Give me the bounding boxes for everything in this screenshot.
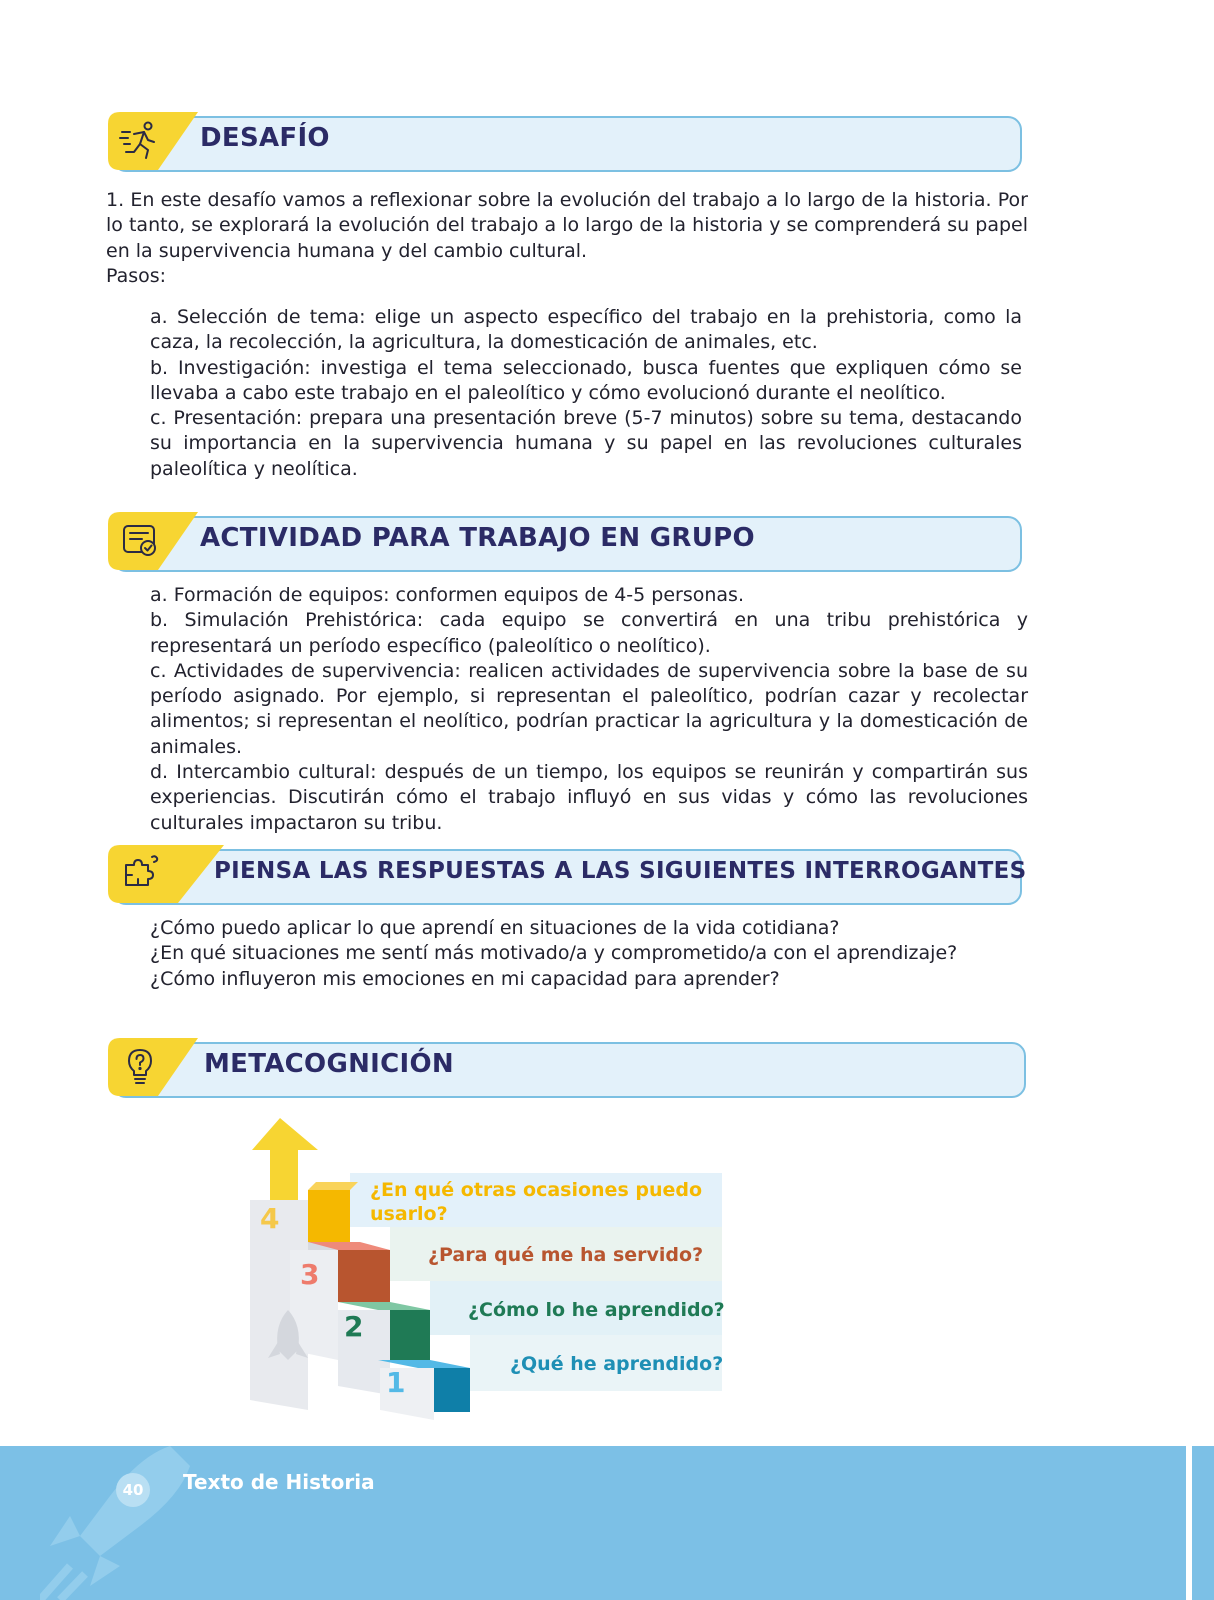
- pasos-label: Pasos:: [106, 264, 167, 287]
- desafio-intro-text: 1. En este desafío vamos a reflexionar sobre la evolución del trabajo a lo largo de la historia. Por lo tanto, se explorará la evolución del trabajo a lo largo de la historia y se comprenderá su papel en la supervivencia humana y del cambio cultural.: [106, 189, 1028, 262]
- grupo-item-b: b. Simulación Prehistórica: cada equipo se convertirá en una tribu prehistórica y representará un período específico (paleolítico o neolítico).: [150, 609, 1028, 657]
- grupo-item-c: c. Actividades de supervivencia: realicen actividades de supervivencia sobre la base de su período asignado. Por ejemplo, si representan el paleolítico, podrían cazar y recolectar alimentos; si representan el neolítico, podrían practicar la agricultura y la domesticación de animales.: [150, 659, 1028, 758]
- step-4-question-line1: ¿En qué otras ocasiones puedo: [370, 1179, 703, 1201]
- desafio-step-a: a. Selección de tema: elige un aspecto específico del trabajo en la prehistoria, como la caza, la recolección, la agricultura, la domesticación de animales, etc.: [150, 306, 1022, 354]
- piensa-question-1: ¿Cómo puedo aplicar lo que aprendí en situaciones de la vida cotidiana?: [150, 917, 840, 939]
- puzzle-icon: [118, 851, 162, 895]
- piensa-questions: [150, 916, 1028, 992]
- desafio-banner: [106, 110, 1022, 172]
- book-title: Texto de Historia: [183, 1470, 375, 1494]
- step-3-number: 3: [300, 1258, 320, 1291]
- metacognition-stairs: [240, 1110, 730, 1430]
- lightbulb-icon: [118, 1044, 162, 1088]
- desafio-steps: [150, 305, 1022, 482]
- page-footer: [0, 1446, 1214, 1600]
- step-4-number: 4: [260, 1202, 280, 1235]
- grupo-items: [150, 583, 1028, 836]
- piensa-question-2: ¿En qué situaciones me sentí más motivado/a y comprometido/a con el aprendizaje?: [150, 942, 958, 965]
- piensa-banner: [106, 843, 1027, 905]
- piensa-question-3: ¿Cómo influyeron mis emociones en mi capacidad para aprender?: [150, 967, 780, 990]
- footer-edge-strip: [1186, 1446, 1192, 1600]
- runner-icon: [118, 118, 162, 162]
- desafio-step-c: c. Presentación: prepara una presentación breve (5-7 minutos) sobre su tema, destacando su importancia en la supervivencia humana y su papel en las revoluciones culturales paleolítica y neolítica.: [150, 407, 1022, 480]
- page-number: 40: [116, 1473, 150, 1507]
- step-2-question: ¿Cómo lo he aprendido?: [468, 1299, 725, 1321]
- checklist-icon: [118, 518, 162, 562]
- metacognicion-title: METACOGNICIÓN: [204, 1049, 454, 1079]
- step-2-number: 2: [344, 1310, 364, 1343]
- grupo-item-d: d. Intercambio cultural: después de un tiempo, los equipos se reunirán y compartirán sus experiencias. Discutirán cómo el trabajo influyó en sus vidas y cómo las revoluciones culturales impactaron su tribu.: [150, 761, 1028, 834]
- step-4-question-line2: usarlo?: [370, 1203, 448, 1225]
- step-4-question: [370, 1178, 702, 1226]
- grupo-banner: [106, 510, 1022, 572]
- grupo-item-a: a. Formación de equipos: conformen equipos de 4-5 personas.: [150, 584, 744, 606]
- desafio-intro: [106, 188, 1028, 289]
- desafio-title: DESAFÍO: [200, 123, 330, 153]
- step-1-question: ¿Qué he aprendido?: [510, 1353, 724, 1375]
- step-1-number: 1: [386, 1366, 406, 1399]
- rocket-watermark-icon: [40, 1446, 190, 1600]
- metacognicion-banner: [106, 1036, 1026, 1098]
- desafio-step-b: b. Investigación: investiga el tema seleccionado, busca fuentes que expliquen cómo se llevaba a cabo este trabajo en el paleolítico y cómo evolucionó durante el neolítico.: [150, 356, 1022, 404]
- piensa-title: PIENSA LAS RESPUESTAS A LAS SIGUIENTES INTERROGANTES: [214, 858, 1027, 884]
- grupo-title: ACTIVIDAD PARA TRABAJO EN GRUPO: [200, 523, 755, 553]
- step-3-question: ¿Para qué me ha servido?: [428, 1244, 704, 1266]
